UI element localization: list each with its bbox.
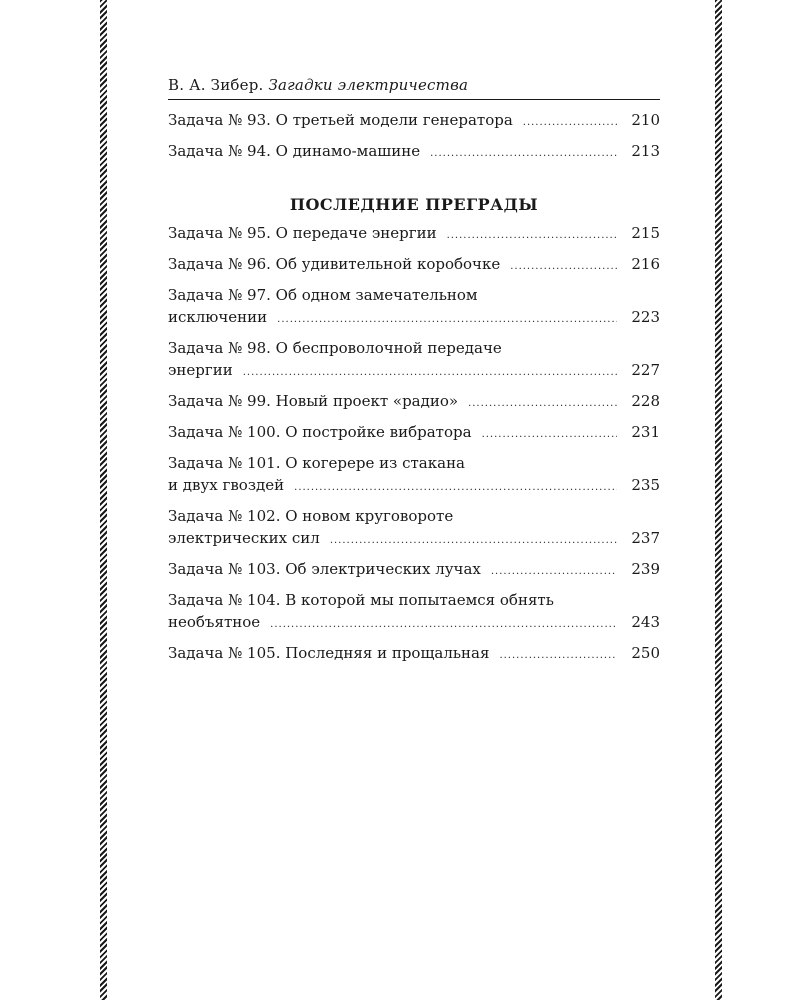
toc-entry-title: Задача № 95. О передаче энергии <box>168 224 437 242</box>
toc-entry-title: Задача № 99. Новый проект «радио» <box>168 392 459 410</box>
toc-entry-page-number: 227 <box>631 361 660 379</box>
dot-leader <box>499 645 617 667</box>
dot-leader <box>510 256 617 278</box>
toc-entry-page-number: 250 <box>631 644 660 662</box>
toc-entry[interactable] <box>168 589 660 636</box>
left-binding-border <box>100 0 107 1000</box>
toc-entry[interactable] <box>168 140 660 165</box>
toc-entry[interactable] <box>168 284 660 331</box>
toc-entry-title-line1: Задача № 98. О беспроволочной передаче <box>168 339 502 357</box>
toc-entry-row <box>168 421 660 446</box>
dot-leader <box>294 477 617 499</box>
toc-entry[interactable] <box>168 558 660 583</box>
toc-entry-title-line1: Задача № 102. О новом круговороте <box>168 507 454 525</box>
book-page <box>168 76 660 673</box>
toc-entry-row <box>168 253 660 278</box>
toc-entry-title: исключении <box>168 308 268 326</box>
toc-entry-row <box>168 390 660 415</box>
dot-leader <box>270 614 617 636</box>
toc-entry[interactable] <box>168 253 660 278</box>
toc-entry[interactable] <box>168 421 660 446</box>
toc-entry-row <box>168 306 660 331</box>
dot-leader <box>330 530 618 552</box>
toc-entry-page-number: 239 <box>631 560 660 578</box>
toc-entry-title: энергии <box>168 361 233 379</box>
toc-entry-row <box>168 558 660 583</box>
dot-leader <box>447 225 618 247</box>
toc-entry-row <box>168 474 660 499</box>
toc-entry[interactable] <box>168 452 660 499</box>
toc-entry-page-number: 215 <box>631 224 660 242</box>
running-header <box>168 76 660 100</box>
toc-entry-title: электрических сил <box>168 529 320 547</box>
toc-entry[interactable] <box>168 505 660 552</box>
toc-entry-title: Задача № 94. О динамо-машине <box>168 142 421 160</box>
toc-entry-title: необъятное <box>168 613 261 631</box>
dot-leader <box>491 561 617 583</box>
toc-entry[interactable] <box>168 222 660 247</box>
toc-entry[interactable] <box>168 642 660 667</box>
dot-leader <box>482 424 618 446</box>
toc-entry-title: Задача № 103. Об электрических лучах <box>168 560 481 578</box>
right-binding-border <box>715 0 722 1000</box>
dot-leader <box>523 112 618 134</box>
toc-entry-row <box>168 642 660 667</box>
toc-entry-row <box>168 222 660 247</box>
header-author: В. А. Зибер. <box>168 76 264 94</box>
toc-entry-title-line1: Задача № 104. В которой мы попытаемся обнять <box>168 591 554 609</box>
toc-entry-page-number: 243 <box>631 613 660 631</box>
toc-entry-row <box>168 109 660 134</box>
toc-entry-page-number: 237 <box>631 529 660 547</box>
toc-entry-title-line1: Задача № 101. О когерере из стакана <box>168 454 466 472</box>
toc-entry-title: Задача № 105. Последняя и прощальная <box>168 644 490 662</box>
toc-entry-page-number: 210 <box>631 111 660 129</box>
toc-entry-title: и двух гвоздей <box>168 476 285 494</box>
toc-entry-page-number: 235 <box>631 476 660 494</box>
toc-entry-page-number: 231 <box>631 423 660 441</box>
toc-entry-title: Задача № 96. Об удивительной коробочке <box>168 255 501 273</box>
toc-entry-page-number: 213 <box>631 142 660 160</box>
dot-leader <box>243 362 618 384</box>
toc-group-after <box>168 222 660 667</box>
toc-entry-row <box>168 611 660 636</box>
toc-entry[interactable] <box>168 109 660 134</box>
toc-entry-page-number: 228 <box>631 392 660 410</box>
toc-entry[interactable] <box>168 390 660 415</box>
toc-entry-page-number: 216 <box>631 255 660 273</box>
toc-entry-row <box>168 527 660 552</box>
dot-leader <box>430 143 617 165</box>
toc-entry[interactable] <box>168 337 660 384</box>
toc-entry-page-number: 223 <box>631 308 660 326</box>
section-title: ПОСЛЕДНИЕ ПРЕГРАДЫ <box>289 195 539 214</box>
table-of-contents <box>168 109 660 667</box>
dot-leader <box>468 393 617 415</box>
toc-entry-title: Задача № 93. О третьей модели генератора <box>168 111 513 129</box>
toc-entry-title-line1: Задача № 97. Об одном замечательном <box>168 286 478 304</box>
toc-group-before <box>168 109 660 165</box>
toc-entry-title: Задача № 100. О постройке вибратора <box>168 423 472 441</box>
toc-entry-row <box>168 359 660 384</box>
dot-leader <box>277 309 617 331</box>
header-book-title: Загадки электричества <box>268 76 469 94</box>
toc-entry-row <box>168 140 660 165</box>
